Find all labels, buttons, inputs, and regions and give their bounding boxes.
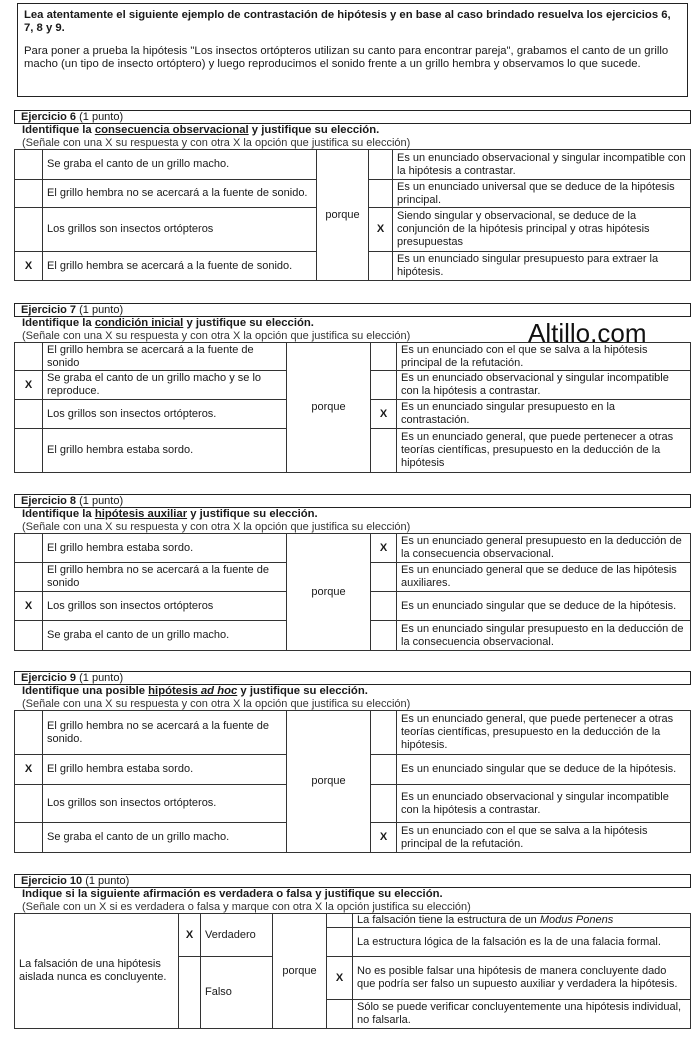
justification-checkbox[interactable]	[371, 755, 397, 785]
table-row	[15, 150, 691, 180]
justification-checkbox[interactable]: X	[371, 400, 397, 429]
answer-checkbox[interactable]	[15, 180, 43, 208]
justification-checkbox[interactable]	[327, 914, 353, 928]
justification-option: Es un enunciado general presupuesto en la deducción de la consecuencia observacional.	[397, 534, 691, 563]
answer-option: Se graba el canto de un grillo macho.	[43, 621, 287, 651]
exercise-question: Identifique la hipótesis auxiliar y justifique su elección.	[22, 508, 318, 520]
justification-checkbox[interactable]	[371, 429, 397, 473]
exercise-instruction: (Señale con una X su respuesta y con otra X la opción que justifica su elección)	[22, 137, 411, 149]
answer-checkbox[interactable]	[15, 534, 43, 563]
question-term: hipótesis ad hoc	[148, 685, 238, 697]
answer-table	[14, 710, 691, 853]
answer-checkbox[interactable]	[15, 429, 43, 473]
exercise-points: (1 punto)	[79, 672, 124, 684]
justification-option: Es un enunciado observacional y singular incompatible con la hipótesis a contrastar.	[393, 150, 691, 180]
exercise-title: Ejercicio 10	[21, 875, 83, 887]
verdadero-label: Verdadero	[201, 914, 273, 957]
justification-checkbox[interactable]	[371, 343, 397, 371]
justification-option: No es posible falsar una hipótesis de manera concluyente dado que podría ser falso un supuesto auxiliar y verdadera la hipótesis.	[353, 957, 691, 1000]
question-term: condición inicial	[94, 317, 184, 329]
exercise-header	[14, 303, 691, 317]
exercise-header	[14, 671, 691, 685]
exercise-instruction: (Señale con una X su respuesta y con otra X la opción que justifica su elección)	[22, 330, 411, 342]
exercise-10	[14, 874, 691, 1029]
verdadero-checkbox[interactable]: X	[179, 914, 201, 957]
table-row	[15, 343, 691, 371]
justification-option: Es un enunciado singular que se deduce de la hipótesis.	[397, 592, 691, 621]
answer-option: El grillo hembra no se acercará a la fuente de sonido.	[43, 711, 287, 755]
answer-option: El grillo hembra no se acercará a la fuente de sonido	[43, 563, 287, 592]
exercise-7	[14, 303, 691, 473]
justification-option: La falsación tiene la estructura de un Modus Ponens	[353, 914, 691, 928]
intro-case: Para poner a prueba la hipótesis "Los insectos ortópteros utilizan su canto para encontrar pareja", grabamos el canto de un grillo macho (un tipo de insecto ortóptero) y luego reproducimos el sonido frente a un grillo hembra y observamos lo que sucede.	[24, 45, 669, 70]
justification-checkbox[interactable]	[371, 711, 397, 755]
porque-label: porque	[317, 150, 369, 281]
exercise-title: Ejercicio 6	[21, 111, 77, 123]
exercise-question: Identifique la condición inicial y justifique su elección.	[22, 317, 314, 329]
table-row	[15, 914, 691, 928]
justification-option: Es un enunciado observacional y singular incompatible con la hipótesis a contrastar.	[397, 371, 691, 400]
justification-option: Es un enunciado general que se deduce de las hipótesis auxiliares.	[397, 563, 691, 592]
exercise-title: Ejercicio 9	[21, 672, 77, 684]
answer-table	[14, 913, 691, 1029]
exercise-header	[14, 494, 691, 508]
exercise-8	[14, 494, 691, 651]
justification-option: Es un enunciado singular presupuesto en la deducción de la consecuencia observacional.	[397, 621, 691, 651]
table-row	[15, 711, 691, 755]
answer-option: El grillo hembra estaba sordo.	[43, 534, 287, 563]
statement-cell: La falsación de una hipótesis aislada nunca es concluyente.	[15, 914, 179, 1029]
answer-option: El grillo hembra no se acercará a la fuente de sonido.	[43, 180, 317, 208]
answer-checkbox[interactable]	[15, 208, 43, 252]
justification-checkbox[interactable]	[371, 592, 397, 621]
exercise-instruction: (Señale con una X su respuesta y con otra X la opción que justifica su elección)	[22, 698, 411, 710]
exercise-question: Indique si la siguiente afirmación es verdadera o falsa y justifique su elección.	[22, 888, 443, 900]
exercise-points: (1 punto)	[79, 304, 124, 316]
question-term: consecuencia observacional	[94, 124, 249, 136]
justification-checkbox[interactable]	[369, 150, 393, 180]
justification-option: Es un enunciado singular que se deduce de la hipótesis.	[397, 755, 691, 785]
answer-checkbox[interactable]	[15, 711, 43, 755]
justification-checkbox[interactable]: X	[371, 534, 397, 563]
answer-option: El grillo hembra se acercará a la fuente de sonido.	[43, 252, 317, 281]
justification-option: Es un enunciado singular presupuesto en la contrastación.	[397, 400, 691, 429]
answer-checkbox[interactable]	[15, 343, 43, 371]
answer-option: Los grillos son insectos ortópteros.	[43, 400, 287, 429]
exercise-title: Ejercicio 8	[21, 495, 77, 507]
answer-checkbox[interactable]	[15, 785, 43, 823]
justification-option: Es un enunciado con el que se salva a la hipótesis principal de la refutación.	[397, 343, 691, 371]
answer-option: El grillo hembra estaba sordo.	[43, 755, 287, 785]
justification-checkbox[interactable]	[371, 371, 397, 400]
porque-label: porque	[273, 914, 327, 1029]
exercise-instruction: (Señale con una X su respuesta y con otra X la opción que justifica su elección)	[22, 521, 411, 533]
justification-checkbox[interactable]	[369, 180, 393, 208]
justification-checkbox[interactable]: X	[327, 957, 353, 1000]
falso-checkbox[interactable]	[179, 957, 201, 1029]
exercise-points: (1 punto)	[85, 875, 130, 887]
justification-option: La estructura lógica de la falsación es la de una falacia formal.	[353, 928, 691, 957]
answer-checkbox[interactable]: X	[15, 252, 43, 281]
justification-checkbox[interactable]	[369, 252, 393, 281]
justification-option: Es un enunciado universal que se deduce de la hipótesis principal.	[393, 180, 691, 208]
answer-checkbox[interactable]: X	[15, 755, 43, 785]
exercise-title: Ejercicio 7	[21, 304, 77, 316]
justification-checkbox[interactable]: X	[371, 823, 397, 853]
answer-option: Se graba el canto de un grillo macho y se lo reproduce.	[43, 371, 287, 400]
justification-option: Sólo se puede verificar concluyentemente una hipótesis individual, no falsarla.	[353, 1000, 691, 1029]
justification-checkbox[interactable]	[327, 928, 353, 957]
answer-table	[14, 342, 691, 473]
justification-option: Es un enunciado singular presupuesto para extraer la hipótesis.	[393, 252, 691, 281]
answer-checkbox[interactable]	[15, 621, 43, 651]
exercise-points: (1 punto)	[79, 111, 124, 123]
justification-checkbox[interactable]: X	[369, 208, 393, 252]
answer-checkbox[interactable]	[15, 150, 43, 180]
answer-option: El grillo hembra se acercará a la fuente de sonido	[43, 343, 287, 371]
table-row	[15, 534, 691, 563]
answer-option: Se graba el canto de un grillo macho.	[43, 150, 317, 180]
answer-table	[14, 149, 691, 281]
justification-option: Es un enunciado observacional y singular incompatible con la hipótesis a contrastar.	[397, 785, 691, 823]
porque-label: porque	[287, 534, 371, 651]
answer-checkbox[interactable]: X	[15, 592, 43, 621]
exercise-points: (1 punto)	[79, 495, 124, 507]
exercise-question: Identifique la consecuencia observacional y justifique su elección.	[22, 124, 380, 136]
answer-option: El grillo hembra estaba sordo.	[43, 429, 287, 473]
exercise-instruction: (Señale con un X si es verdadera o falsa y marque con otra X la opción justifica su elección)	[22, 901, 471, 913]
answer-option: Los grillos son insectos ortópteros.	[43, 785, 287, 823]
justification-option: Es un enunciado general, que puede pertenecer a otras teorías científicas, presupuesto en la deducción de la hipótesis.	[397, 711, 691, 755]
question-term: hipótesis auxiliar	[94, 508, 188, 520]
exercise-6	[14, 110, 691, 281]
answer-checkbox[interactable]	[15, 400, 43, 429]
answer-checkbox[interactable]	[15, 823, 43, 853]
answer-option: Los grillos son insectos ortópteros	[43, 592, 287, 621]
exercise-question: Identifique una posible hipótesis ad hoc y justifique su elección.	[22, 685, 368, 697]
answer-option: Se graba el canto de un grillo macho.	[43, 823, 287, 853]
intro-box	[17, 3, 688, 97]
justification-option: Siendo singular y observacional, se deduce de la conjunción de la hipótesis principal y otras hipótesis presupuestas	[393, 208, 691, 252]
intro-instructions: Lea atentamente el siguiente ejemplo de contrastación de hipótesis y en base al caso brindado resuelva los ejercicios 6, 7, 8 y 9.	[24, 9, 671, 34]
answer-option: Los grillos son insectos ortópteros	[43, 208, 317, 252]
justification-checkbox[interactable]	[371, 785, 397, 823]
falso-label: Falso	[201, 957, 273, 1029]
justification-checkbox[interactable]	[371, 621, 397, 651]
answer-checkbox[interactable]: X	[15, 371, 43, 400]
porque-label: porque	[287, 711, 371, 853]
justification-option: Es un enunciado con el que se salva a la hipótesis principal de la refutación.	[397, 823, 691, 853]
exercise-header	[14, 874, 691, 888]
exercise-9	[14, 671, 691, 853]
answer-table	[14, 533, 691, 651]
answer-checkbox[interactable]	[15, 563, 43, 592]
justification-checkbox[interactable]	[371, 563, 397, 592]
watermark-logo: Altillo.com	[528, 318, 647, 348]
exercise-header	[14, 110, 691, 124]
justification-checkbox[interactable]	[327, 1000, 353, 1029]
porque-label: porque	[287, 343, 371, 473]
justification-option: Es un enunciado general, que puede pertenecer a otras teorías científicas, presupuesto en la deducción de la hipótesis	[397, 429, 691, 473]
